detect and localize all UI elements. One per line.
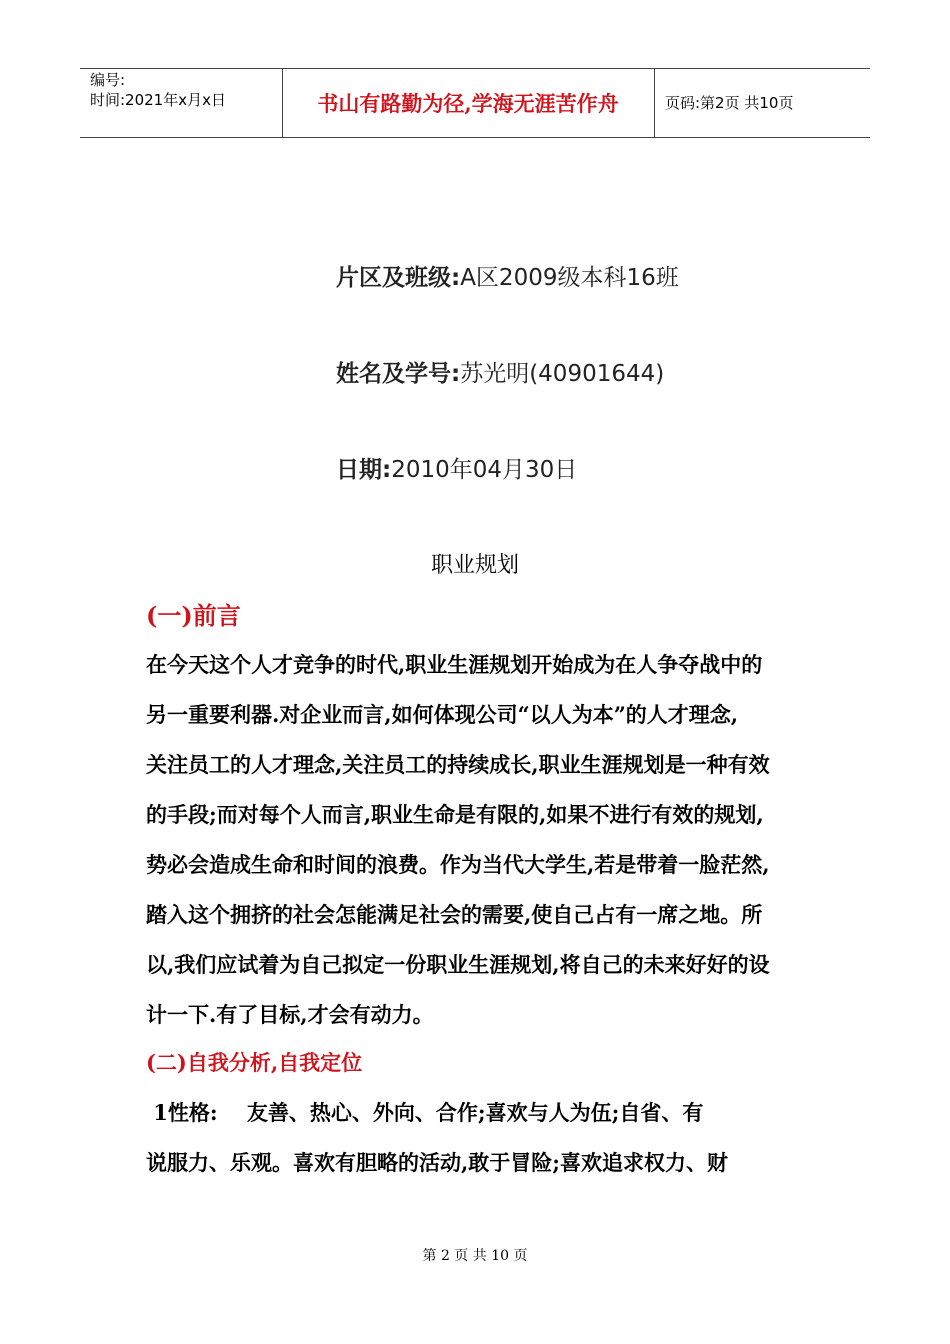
paragraph-line: 的手段;而对每个人而言,职业生命是有限的,如果不进行有效的规划, xyxy=(146,802,764,827)
page-footer: 第 2 页 共 10 页 xyxy=(422,1248,528,1264)
header-page-number: 页码:第2页 共10页 xyxy=(665,94,794,112)
info-name-label: 姓名及学号: xyxy=(336,361,461,387)
section-self-analysis-body xyxy=(146,1098,826,1198)
info-date-value: 2010年04月30日 xyxy=(391,457,578,483)
section-preface-body xyxy=(146,650,826,1050)
section-heading-preface: (一)前言 xyxy=(146,601,241,630)
paragraph-line: 以,我们应试着为自己拟定一份职业生涯规划,将自己的未来好好的设 xyxy=(146,952,770,977)
info-class-value: A区2009级本科16班 xyxy=(460,265,679,291)
info-date xyxy=(336,455,577,485)
header-table xyxy=(80,68,870,138)
info-name xyxy=(336,359,664,389)
section-heading-self-analysis: (二)自我分析,自我定位 xyxy=(146,1050,363,1075)
paragraph-line: 另一重要利器.对企业而言,如何体现公司“以人为本”的人才理念, xyxy=(146,702,739,727)
info-class xyxy=(336,263,679,293)
header-number: 编号: xyxy=(90,71,126,89)
paragraph-line: 势必会造成生命和时间的浪费。作为当代大学生,若是带着一脸茫然, xyxy=(146,852,770,877)
header-left-cell xyxy=(80,69,283,137)
paragraph-line: 在今天这个人才竞争的时代,职业生涯规划开始成为在人争夺战中的 xyxy=(146,652,763,677)
info-date-label: 日期: xyxy=(336,457,392,483)
header-page-cell xyxy=(655,69,870,137)
info-class-label: 片区及班级: xyxy=(336,265,461,291)
document-title: 职业规划 xyxy=(430,553,519,578)
paragraph-line: 关注员工的人才理念,关注员工的持续成长,职业生涯规划是一种有效 xyxy=(146,752,770,777)
paragraph-line: 踏入这个拥挤的社会怎能满足社会的需要,使自己占有一席之地。所 xyxy=(146,902,763,927)
paragraph-line: 1性格: 友善、热心、外向、合作;喜欢与人为伍;自省、有 xyxy=(146,1100,704,1125)
header-motto-cell xyxy=(282,69,655,137)
header-time: 时间:2021年x月x日 xyxy=(90,91,226,109)
info-name-value: 苏光明(40901644) xyxy=(460,361,665,387)
paragraph-line: 计一下.有了目标,才会有动力。 xyxy=(146,1002,434,1027)
header-motto: 书山有路勤为径,学海无涯苦作舟 xyxy=(317,91,619,116)
paragraph-line: 说服力、乐观。喜欢有胆略的活动,敢于冒险;喜欢追求权力、财 xyxy=(146,1150,729,1175)
